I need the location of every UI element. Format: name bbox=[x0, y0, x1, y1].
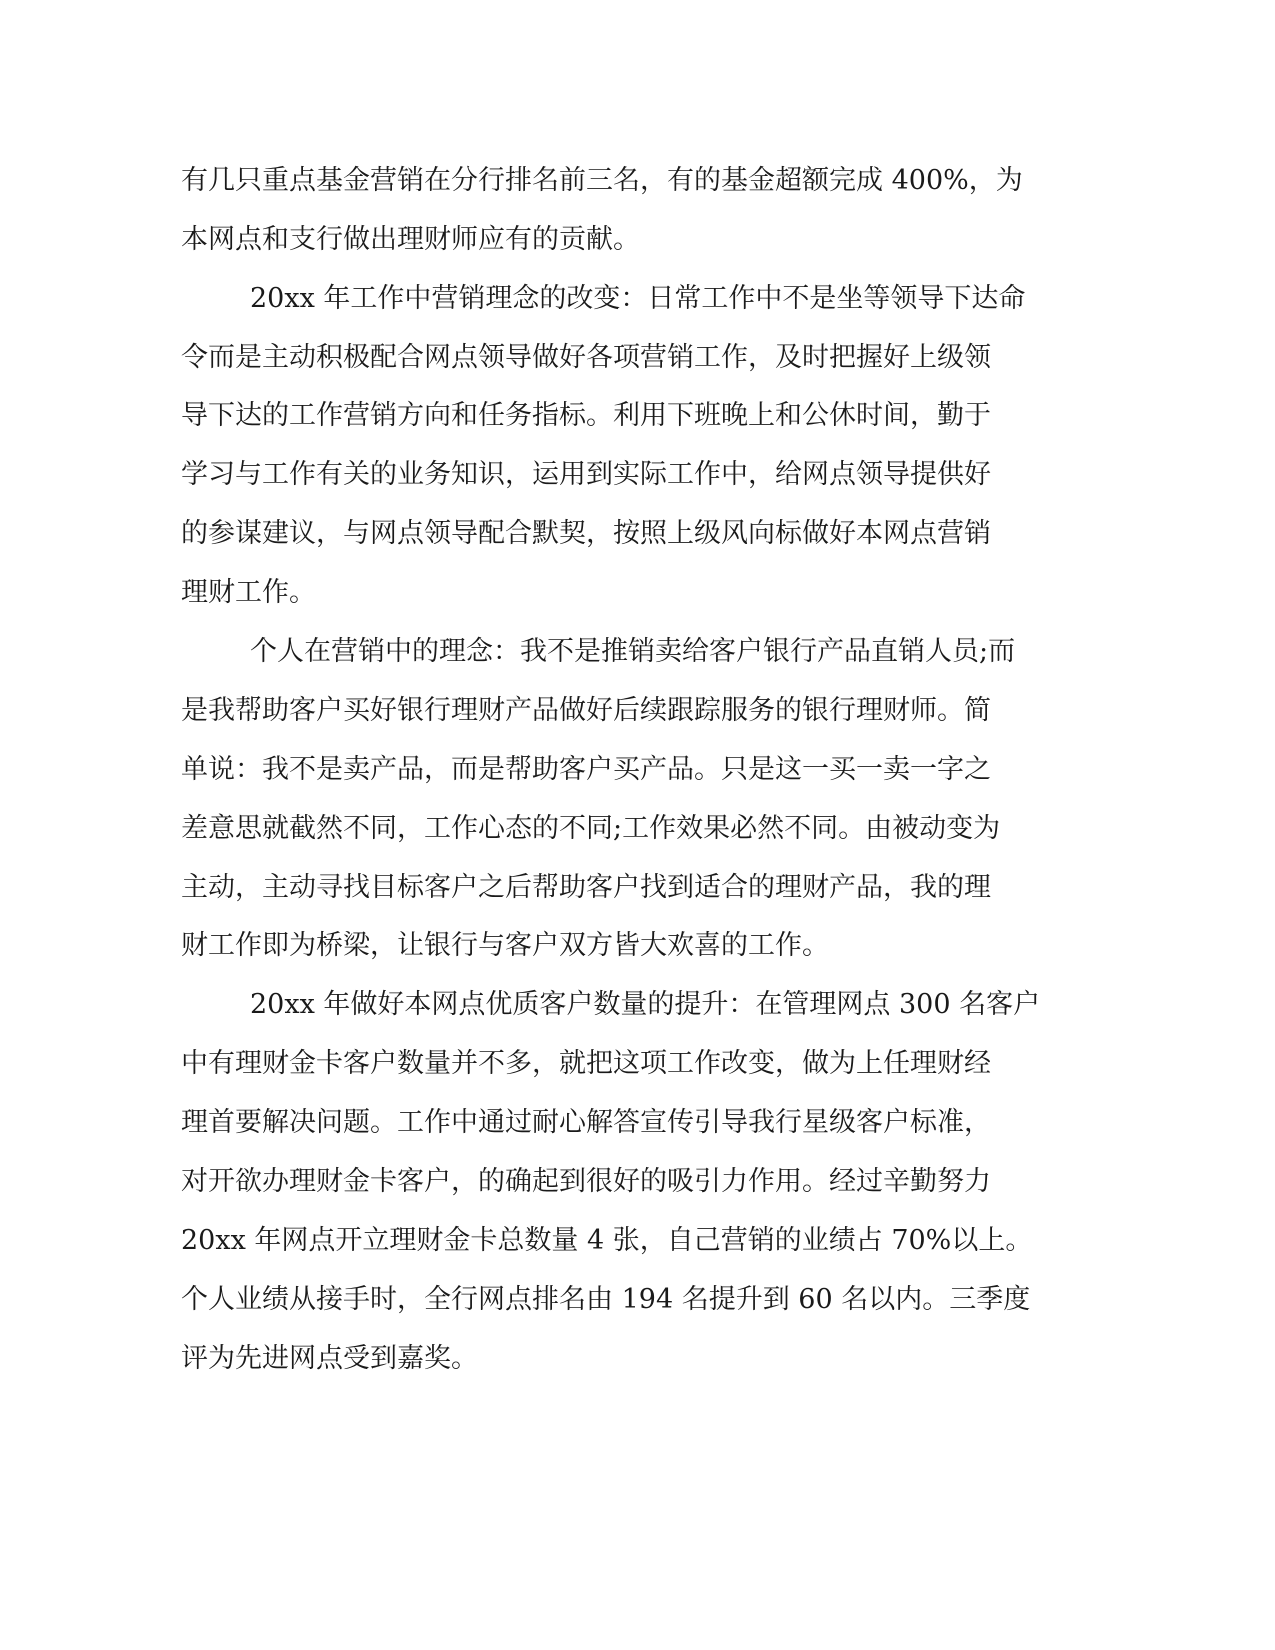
text-line: 主动，主动寻找目标客户之后帮助客户找到适合的理财产品，我的理 bbox=[181, 872, 991, 903]
text-line: 个人在营销中的理念：我不是推销卖给客户银行产品直销人员;而 bbox=[250, 636, 1016, 667]
text-line: 是我帮助客户买好银行理财产品做好后续跟踪服务的银行理财师。简 bbox=[181, 695, 991, 726]
text-line: 学习与工作有关的业务知识，运用到实际工作中，给网点领导提供好 bbox=[181, 459, 991, 490]
text-line: 理财工作。 bbox=[181, 577, 316, 608]
text-line: 20xx 年网点开立理财金卡总数量 4 张，自己营销的业绩占 70%以上。 bbox=[181, 1225, 1033, 1256]
text-line: 20xx 年工作中营销理念的改变：日常工作中不是坐等领导下达命 bbox=[250, 283, 1026, 314]
text-line: 的参谋建议，与网点领导配合默契，按照上级风向标做好本网点营销 bbox=[181, 518, 991, 549]
text-line: 令而是主动积极配合网点领导做好各项营销工作，及时把握好上级领 bbox=[181, 342, 991, 373]
text-line: 对开欲办理财金卡客户，的确起到很好的吸引力作用。经过辛勤努力 bbox=[181, 1166, 991, 1197]
text-line: 中有理财金卡客户数量并不多，就把这项工作改变，做为上任理财经 bbox=[181, 1048, 991, 1079]
text-line: 差意思就截然不同，工作心态的不同;工作效果必然不同。由被动变为 bbox=[181, 813, 1001, 844]
text-line: 单说：我不是卖产品，而是帮助客户买产品。只是这一买一卖一字之 bbox=[181, 754, 991, 785]
text-line: 财工作即为桥梁，让银行与客户双方皆大欢喜的工作。 bbox=[181, 930, 829, 961]
text-line: 理首要解决问题。工作中通过耐心解答宣传引导我行星级客户标准， bbox=[181, 1107, 991, 1138]
text-line: 有几只重点基金营销在分行排名前三名，有的基金超额完成 400%，为 bbox=[181, 165, 1023, 196]
text-line: 导下达的工作营销方向和任务指标。利用下班晚上和公休时间，勤于 bbox=[181, 400, 991, 431]
text-line: 本网点和支行做出理财师应有的贡献。 bbox=[181, 224, 640, 255]
text-line: 个人业绩从接手时，全行网点排名由 194 名提升到 60 名以内。三季度 bbox=[181, 1284, 1031, 1315]
text-line: 评为先进网点受到嘉奖。 bbox=[181, 1343, 478, 1374]
text-line: 20xx 年做好本网点优质客户数量的提升：在管理网点 300 名客户 bbox=[250, 989, 1041, 1020]
